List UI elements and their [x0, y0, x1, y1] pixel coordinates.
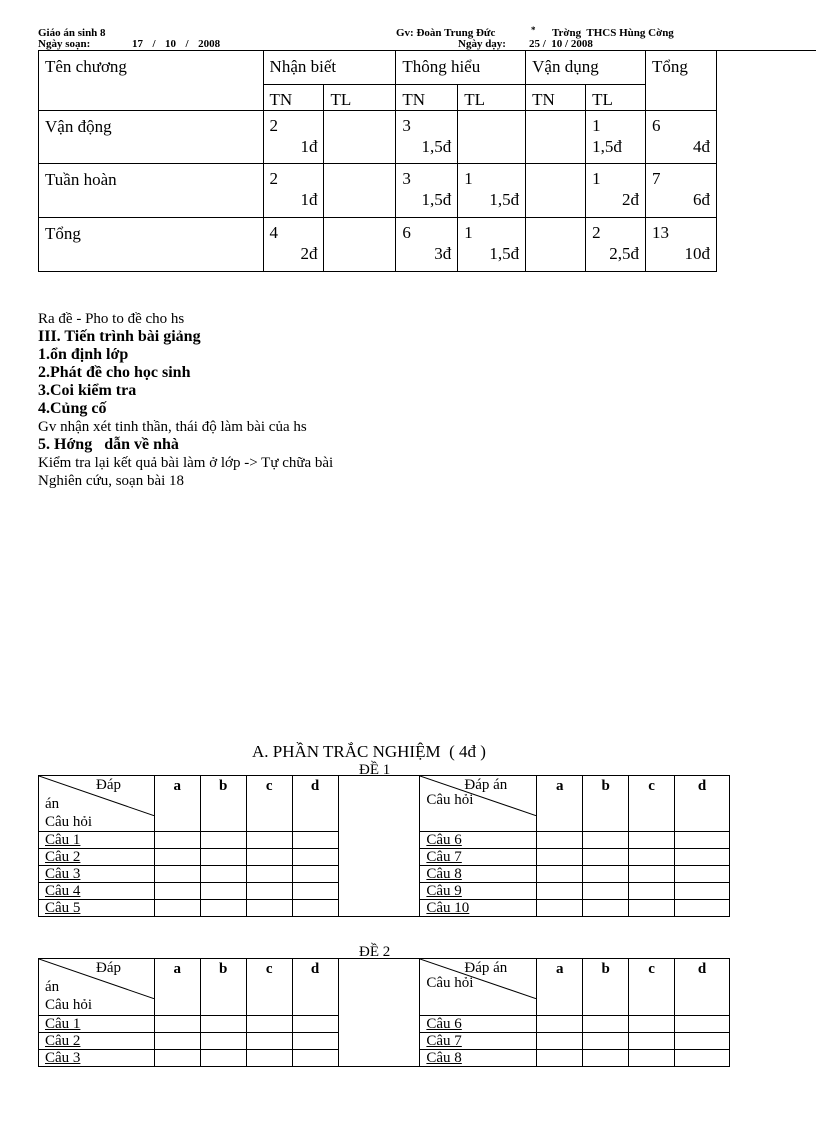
header-subject: Giáo án sinh 8 — [38, 27, 106, 39]
header-dap-an: Đáp án — [464, 777, 508, 793]
cell-count — [526, 218, 585, 242]
cell-count: 2 — [269, 116, 279, 135]
cell-count: 6 — [402, 223, 411, 242]
section-heading-process: III. Tiến trình bài giảng — [38, 328, 201, 345]
cell-count — [324, 111, 395, 135]
matrix-header-chapter: Tên chương — [39, 51, 264, 111]
spacer-column — [338, 959, 420, 1067]
cell-count: 7 — [652, 169, 661, 188]
matrix-header-understand: Thông hiểu — [396, 51, 526, 85]
header-prep-label: Ngày soạn: — [38, 38, 91, 50]
matrix-header-total: Tổng — [646, 51, 717, 111]
question-label: Câu 9 — [420, 883, 537, 900]
cell-points: 1đ — [300, 137, 318, 156]
question-label: Câu 5 — [39, 900, 155, 917]
cell-points: 10đ — [684, 244, 710, 263]
option-c: c — [629, 776, 675, 832]
cell-count — [324, 218, 395, 242]
exam-2-label: ĐỀ 2 — [359, 944, 391, 960]
cell-count: 2 — [269, 169, 279, 188]
matrix-row — [39, 218, 717, 272]
cell-count — [458, 111, 525, 135]
question-label: Câu 7 — [420, 849, 537, 866]
step-5: 5. Hớng dẫn về nhà — [38, 436, 179, 453]
option-c: c — [629, 959, 675, 1016]
option-d: d — [292, 776, 338, 832]
option-b: b — [583, 776, 629, 832]
question-label: Câu 8 — [420, 866, 537, 883]
header-dap-an: Đáp án — [464, 960, 508, 976]
cell-points — [526, 135, 585, 137]
step-5-text-1: Kiểm tra lại kết quả bài làm ở lớp -> Tự chữa bài — [38, 455, 334, 471]
question-label: Câu 4 — [39, 883, 155, 900]
option-b: b — [200, 776, 246, 832]
matrix-sub-tl: TL — [458, 85, 526, 111]
question-label: Câu 1 — [39, 1016, 155, 1033]
cell-count: 2 — [592, 223, 601, 242]
question-label: Câu 1 — [39, 832, 155, 849]
matrix-sub-tn: TN — [396, 85, 458, 111]
header-an: án — [45, 796, 60, 812]
question-label: Câu 7 — [420, 1033, 537, 1050]
lesson-body — [38, 310, 333, 490]
cell-count: 1 — [464, 169, 473, 188]
section-a-title: A. PHẦN TRẮC NGHIỆM ( 4đ ) — [252, 742, 486, 761]
step-1: 1.ổn định lớp — [38, 346, 129, 363]
matrix-row-name: Vận động — [39, 111, 264, 164]
cell-count: 3 — [402, 116, 411, 135]
cell-count: 4 — [269, 223, 279, 242]
cell-points: 2đ — [300, 244, 318, 263]
exam-1-label: ĐỀ 1 — [359, 762, 391, 778]
cell-points — [458, 135, 525, 137]
step-2: 2.Phát đề cho học sinh — [38, 364, 191, 381]
matrix-table — [38, 50, 717, 272]
option-d: d — [292, 959, 338, 1016]
question-label: Câu 3 — [39, 866, 155, 883]
header-cau-hoi: Câu hỏi — [426, 975, 474, 991]
option-c: c — [246, 776, 292, 832]
spacer-column — [338, 776, 420, 917]
header-dap: Đáp — [96, 960, 121, 976]
option-c: c — [246, 959, 292, 1016]
question-label: Câu 8 — [420, 1050, 537, 1067]
cell-count: 3 — [402, 169, 411, 188]
cell-points: 1,5đ — [421, 137, 452, 156]
cell-points: 3đ — [434, 244, 452, 263]
cell-points: 1đ — [300, 190, 318, 209]
cell-count: 1 — [464, 223, 473, 242]
header-dap: Đáp — [96, 777, 121, 793]
answer-header-cell — [420, 959, 537, 1016]
cell-points — [526, 188, 585, 190]
step-3: 3.Coi kiểm tra — [38, 382, 137, 399]
matrix-sub-tl: TL — [586, 85, 646, 111]
header-an: án — [45, 979, 60, 995]
cell-points: 2,5đ — [609, 244, 640, 263]
cell-count — [526, 111, 585, 135]
step-4: 4.Củng cố — [38, 400, 107, 417]
cell-points — [324, 188, 395, 190]
question-label: Câu 6 — [420, 832, 537, 849]
header-teacher: Gv: Đoàn Trung Đức — [396, 27, 496, 39]
option-d: d — [675, 776, 730, 832]
header-mark: * — [531, 25, 536, 35]
cell-count — [526, 164, 585, 188]
question-label: Câu 10 — [420, 900, 537, 917]
matrix-header-recognize: Nhận biết — [263, 51, 396, 85]
cell-points: 1,5đ — [421, 190, 452, 209]
cell-points — [324, 242, 395, 244]
cell-count: 6 — [652, 116, 661, 135]
cell-points: 2đ — [622, 190, 640, 209]
question-label: Câu 2 — [39, 849, 155, 866]
option-d: d — [675, 959, 730, 1016]
step-5-text-2: Nghiên cứu, soạn bài 18 — [38, 473, 185, 489]
cell-count: 1 — [592, 169, 601, 188]
header-teach-date: 25 / 10 / 2008 — [529, 38, 593, 50]
option-a: a — [154, 959, 200, 1016]
cell-count: 13 — [652, 223, 670, 242]
question-label: Câu 2 — [39, 1033, 155, 1050]
option-a: a — [537, 776, 583, 832]
prep-note: Ra đề - Pho to đề cho hs — [38, 311, 185, 327]
header-cau-hoi: Câu hỏi — [45, 814, 93, 830]
matrix-row-name: Tuần hoàn — [39, 164, 264, 218]
cell-points: 6đ — [693, 190, 710, 209]
cell-points: 1,5đ — [489, 244, 520, 263]
matrix-sub-tn: TN — [263, 85, 324, 111]
matrix-sub-tn: TN — [526, 85, 586, 111]
matrix-row — [39, 164, 717, 218]
option-a: a — [537, 959, 583, 1016]
answer-header-cell — [39, 959, 155, 1016]
header-teach-label: Ngày dạy: — [458, 38, 506, 50]
option-b: b — [200, 959, 246, 1016]
header-school: Trờng THCS Hùng Cờng — [552, 27, 674, 39]
cell-points: 4đ — [693, 137, 710, 156]
option-a: a — [154, 776, 200, 832]
cell-points: 1,5đ — [592, 137, 622, 156]
matrix-row-name: Tổng — [39, 218, 264, 272]
answer-header-cell — [420, 776, 537, 832]
matrix-header-apply: Vận dụng — [526, 51, 646, 85]
cell-count — [324, 164, 395, 188]
question-label: Câu 6 — [420, 1016, 537, 1033]
header-prep-date: 17 / 10 / 2008 — [132, 38, 221, 50]
header-cau-hoi: Câu hỏi — [45, 997, 93, 1013]
cell-points: 1,5đ — [489, 190, 520, 209]
matrix-sub-tl: TL — [324, 85, 396, 111]
option-b: b — [583, 959, 629, 1016]
cell-count: 1 — [592, 116, 601, 135]
step-4-text: Gv nhận xét tinh thần, thái độ làm bài của hs — [38, 419, 307, 435]
matrix-row — [39, 111, 717, 164]
answer-header-cell — [39, 776, 155, 832]
header-cau-hoi: Câu hỏi — [426, 792, 474, 808]
cell-points — [526, 242, 585, 244]
question-label: Câu 3 — [39, 1050, 155, 1067]
answer-table-2 — [38, 958, 730, 1067]
answer-table-1 — [38, 775, 730, 917]
cell-points — [324, 135, 395, 137]
